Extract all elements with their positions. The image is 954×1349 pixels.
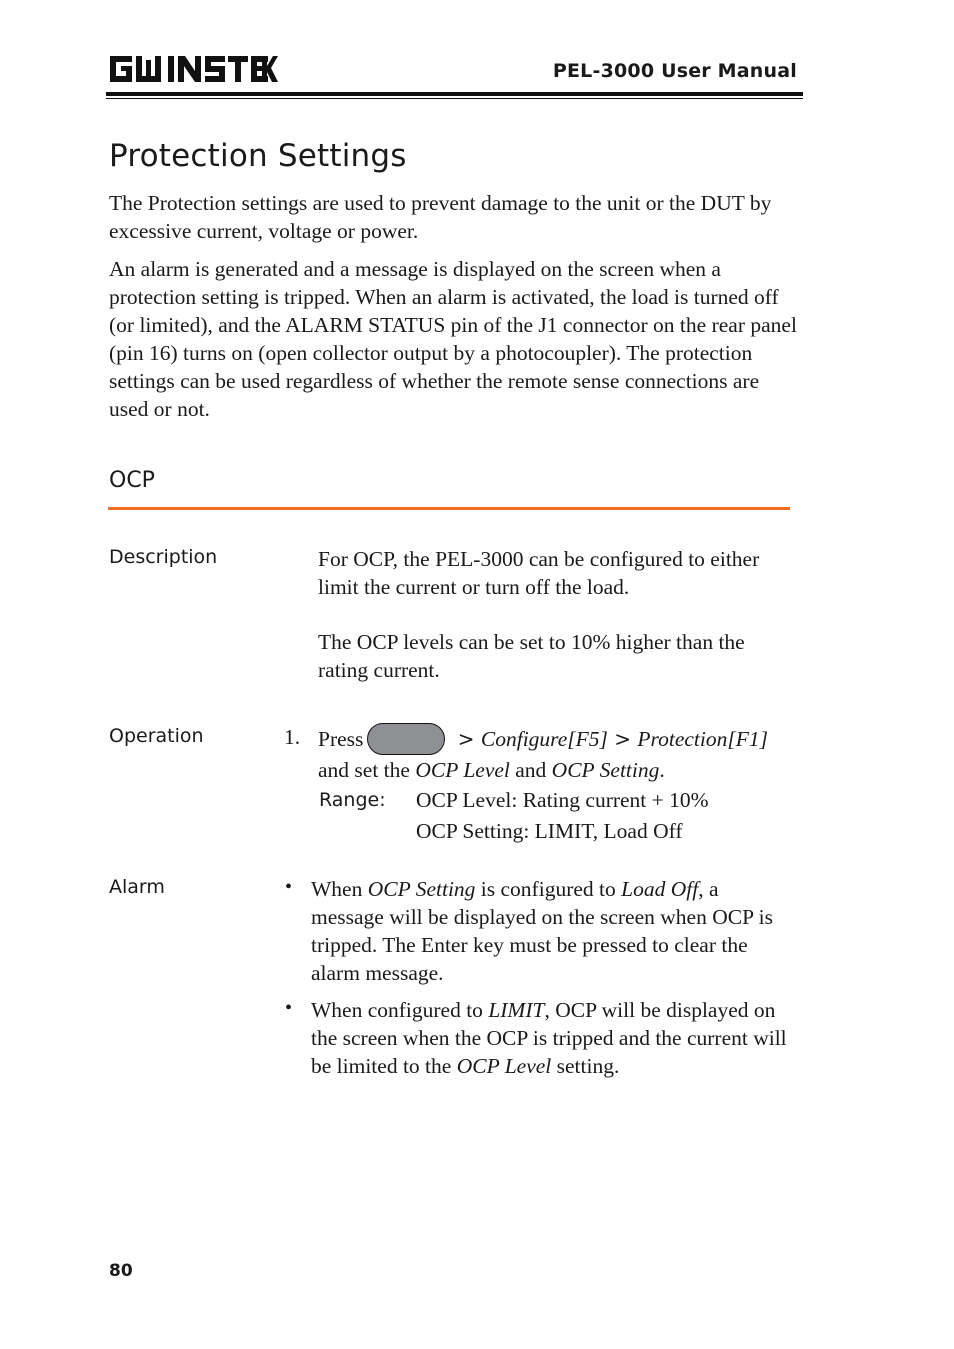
bullet-marker: • (285, 876, 293, 898)
step-number: 1. (284, 725, 301, 749)
range-label: Range: (319, 789, 386, 811)
enter-key-icon (367, 723, 445, 755)
menu-configure-f5: Configure[F5] (480, 727, 608, 751)
logo-k-icon (262, 52, 278, 86)
page-number: 80 (109, 1261, 133, 1281)
ocp-level-term: OCP Level (415, 758, 510, 782)
alarm-item-1-text-b: is configured to (475, 877, 622, 901)
intro-paragraph-1: The Protection settings are used to prevent damage to the unit or the DUT by excessive current, voltage or power. (109, 191, 772, 243)
intro-paragraph-2: An alarm is generated and a message is displayed on the screen when a protection setting is tripped. When an alarm is activated, the load is turned off (or limited), and the ALARM STATUS pin of the J1 connector on the rear panel (pin 16) turns on (open collector output by a photocoupler). The protection settings can be used regardless of whether the remote sense connections are used or not. (109, 257, 797, 421)
press-text: Press (318, 727, 364, 751)
load-off-term: Load Off (621, 877, 699, 901)
ocp-level-term: OCP Level (456, 1054, 552, 1078)
alarm-item-limit (311, 996, 791, 1080)
period-text: . (659, 758, 665, 782)
and-text: and (509, 758, 552, 782)
header-rule-thick (106, 92, 803, 96)
range-ocp-level: OCP Level: Rating current + 10% (416, 788, 709, 812)
operation-label: Operation (109, 725, 204, 747)
manual-title: PEL-3000 User Manual (552, 60, 797, 82)
alarm-item-load-off (311, 875, 791, 987)
section-rule (108, 507, 790, 510)
bullet-marker: • (285, 997, 293, 1019)
page-title: Protection Settings (109, 138, 407, 174)
and-set-the-text: and set the (318, 758, 416, 782)
operation-step-line-2 (318, 756, 665, 784)
menu-protection-f1: Protection[F1] (637, 727, 768, 751)
gw-instek-logo-icon (108, 52, 278, 86)
alarm-item-2-text-b: , OCP will be displayed on the screen when the OCP is tripped and the current will be limited to the (311, 998, 787, 1078)
operation-step-line-1 (318, 723, 768, 755)
header-rule-thin (106, 98, 803, 99)
description-paragraph-2: The OCP levels can be set to 10% higher than the rating current. (318, 630, 745, 682)
limit-term: LIMIT (488, 998, 545, 1022)
alarm-item-2-text-c: setting. (551, 1054, 620, 1078)
range-ocp-setting: OCP Setting: LIMIT, Load Off (416, 819, 683, 843)
ocp-setting-term: OCP Setting (551, 758, 660, 782)
menu-separator-2: > (607, 727, 638, 751)
section-title-ocp: OCP (109, 468, 155, 493)
alarm-label: Alarm (109, 876, 165, 898)
description-label: Description (109, 546, 218, 568)
alarm-item-1-text-a: When (311, 877, 368, 901)
ocp-setting-term: OCP Setting (367, 877, 476, 901)
menu-separator-1: > (451, 727, 481, 751)
alarm-item-1-text-c: , a message will be displayed on the screen when OCP is tripped. The Enter key must be pressed to clear the alarm message. (311, 877, 773, 985)
description-paragraph-1: For OCP, the PEL-3000 can be configured to either limit the current or turn off the load. (318, 547, 760, 599)
alarm-item-2-text-a: When configured to (311, 998, 489, 1022)
